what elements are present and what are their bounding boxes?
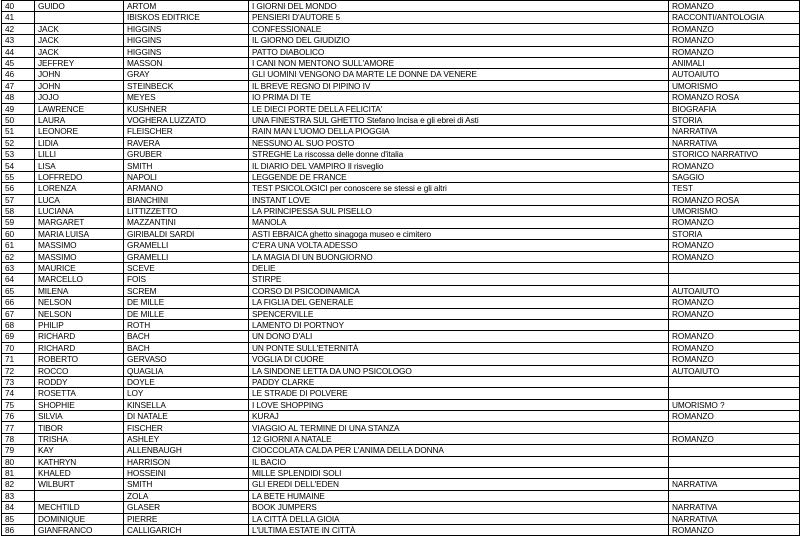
cell-genre [669, 262, 800, 273]
cell-genre: ANIMALI [669, 57, 800, 68]
cell-last-name: KUSHNER [124, 103, 249, 114]
cell-number: 57 [2, 194, 35, 205]
cell-number: 61 [2, 240, 35, 251]
cell-title: PENSIERI D'AUTORE 5 [249, 12, 669, 23]
cell-first-name: JOJO [35, 92, 124, 103]
cell-last-name: DE MILLE [124, 308, 249, 319]
cell-last-name: STEINBECK [124, 80, 249, 91]
table-row [2, 240, 800, 251]
cell-first-name: GIANFRANCO [35, 524, 124, 535]
cell-genre: AUTOAIUTO [669, 69, 800, 80]
cell-number: 65 [2, 285, 35, 296]
cell-last-name: GERVASO [124, 354, 249, 365]
table-row [2, 217, 800, 228]
cell-first-name: RICHARD [35, 331, 124, 342]
cell-title: I GIORNI DEL MONDO [249, 1, 669, 12]
cell-last-name: ARTOM [124, 1, 249, 12]
cell-number: 66 [2, 297, 35, 308]
cell-genre: ROMANZO ROSA [669, 194, 800, 205]
cell-title: MILLE SPLENDIDI SOLI [249, 468, 669, 479]
cell-number: 52 [2, 137, 35, 148]
cell-title: VOGLIA DI CUORE [249, 354, 669, 365]
cell-number: 64 [2, 274, 35, 285]
cell-first-name: NELSON [35, 308, 124, 319]
cell-first-name: LAURA [35, 114, 124, 125]
table-row [2, 297, 800, 308]
cell-last-name: KINSELLA [124, 399, 249, 410]
cell-title: DELIE [249, 262, 669, 273]
cell-last-name: MEYES [124, 92, 249, 103]
cell-genre: ROMANZO [669, 433, 800, 444]
cell-last-name: HIGGINS [124, 35, 249, 46]
cell-genre: ROMANZO [669, 240, 800, 251]
table-row [2, 365, 800, 376]
cell-number: 40 [2, 1, 35, 12]
cell-last-name: ARMANO [124, 183, 249, 194]
cell-number: 78 [2, 433, 35, 444]
cell-number: 48 [2, 92, 35, 103]
cell-number: 67 [2, 308, 35, 319]
cell-title: LA SINDONE LETTA DA UNO PSICOLOGO [249, 365, 669, 376]
table-row [2, 23, 800, 34]
cell-first-name: MILENA [35, 285, 124, 296]
cell-number: 73 [2, 376, 35, 387]
cell-last-name: LITTIZZETTO [124, 206, 249, 217]
cell-first-name: LISA [35, 160, 124, 171]
cell-title: IL BREVE REGNO DI PIPINO IV [249, 80, 669, 91]
cell-first-name: LIDIA [35, 137, 124, 148]
cell-genre: ROMANZO [669, 251, 800, 262]
cell-last-name: SMITH [124, 479, 249, 490]
table-row [2, 411, 800, 422]
table-row [2, 183, 800, 194]
cell-title: LA PRINCIPESSA SUL PISELLO [249, 206, 669, 217]
table-row [2, 35, 800, 46]
cell-title: CONFESSIONALE [249, 23, 669, 34]
cell-last-name: SMITH [124, 160, 249, 171]
cell-first-name: ROBERTO [35, 354, 124, 365]
cell-number: 55 [2, 171, 35, 182]
cell-last-name: ASHLEY [124, 433, 249, 444]
cell-first-name: MECHTILD [35, 502, 124, 513]
cell-genre: ROMANZO [669, 297, 800, 308]
cell-genre: NARRATIVA [669, 502, 800, 513]
cell-number: 44 [2, 46, 35, 57]
cell-first-name: NELSON [35, 297, 124, 308]
cell-genre: UMORISMO [669, 80, 800, 91]
cell-number: 41 [2, 12, 35, 23]
cell-title: GLI UOMINI VENGONO DA MARTE LE DONNE DA VENERE [249, 69, 669, 80]
cell-last-name: GRAMELLI [124, 251, 249, 262]
cell-genre: ROMANZO [669, 331, 800, 342]
table-row [2, 285, 800, 296]
cell-genre: ROMANZO [669, 308, 800, 319]
cell-genre: ROMANZO [669, 524, 800, 535]
cell-title: I LOVE SHOPPING [249, 399, 669, 410]
cell-number: 69 [2, 331, 35, 342]
cell-genre: UMORISMO [669, 206, 800, 217]
cell-first-name: TIBOR [35, 422, 124, 433]
cell-first-name: SHOPHIE [35, 399, 124, 410]
table-row [2, 433, 800, 444]
cell-title: RAIN MAN L'UOMO DELLA PIOGGIA [249, 126, 669, 137]
cell-first-name: LEONORE [35, 126, 124, 137]
cell-number: 62 [2, 251, 35, 262]
cell-title: 12 GIORNI A NATALE [249, 433, 669, 444]
table-row [2, 388, 800, 399]
cell-genre: NARRATIVA [669, 479, 800, 490]
cell-first-name: MARCELLO [35, 274, 124, 285]
cell-first-name: JACK [35, 46, 124, 57]
cell-genre: STORICO NARRATIVO [669, 149, 800, 160]
table-row [2, 422, 800, 433]
table-row [2, 331, 800, 342]
cell-genre: UMORISMO ? [669, 399, 800, 410]
cell-last-name: HIGGINS [124, 46, 249, 57]
cell-number: 54 [2, 160, 35, 171]
table-row [2, 149, 800, 160]
cell-last-name: PIERRE [124, 513, 249, 524]
cell-title: ASTI EBRAICA ghetto sinagoga museo e cimitero [249, 228, 669, 239]
table-row [2, 69, 800, 80]
cell-title: NESSUNO AL SUO POSTO [249, 137, 669, 148]
cell-number: 45 [2, 57, 35, 68]
cell-title: PADDY CLARKE [249, 376, 669, 387]
cell-genre [669, 422, 800, 433]
cell-number: 75 [2, 399, 35, 410]
cell-title: INSTANT LOVE [249, 194, 669, 205]
cell-first-name: GUIDO [35, 1, 124, 12]
cell-first-name: TRISHA [35, 433, 124, 444]
cell-number: 70 [2, 342, 35, 353]
cell-first-name: JEFFREY [35, 57, 124, 68]
cell-title: IL DIARIO DEL VAMPIRO Il risveglio [249, 160, 669, 171]
cell-last-name: GRUBER [124, 149, 249, 160]
cell-genre: ROMANZO [669, 1, 800, 12]
cell-first-name: RICHARD [35, 342, 124, 353]
table-row [2, 490, 800, 501]
cell-first-name: LORENZA [35, 183, 124, 194]
cell-first-name: JACK [35, 23, 124, 34]
cell-last-name: FISCHER [124, 422, 249, 433]
cell-title: L'ULTIMA ESTATE IN CITTÀ [249, 524, 669, 535]
cell-first-name: MARGARET [35, 217, 124, 228]
table-row [2, 251, 800, 262]
cell-genre: STORIA [669, 228, 800, 239]
cell-first-name: MASSIMO [35, 251, 124, 262]
table-row [2, 342, 800, 353]
cell-title: BOOK JUMPERS [249, 502, 669, 513]
cell-title: CIOCCOLATA CALDA PER L'ANIMA DELLA DONNA [249, 445, 669, 456]
cell-first-name: SILVIA [35, 411, 124, 422]
cell-number: 86 [2, 524, 35, 535]
cell-first-name: KAY [35, 445, 124, 456]
cell-first-name: WILBURT [35, 479, 124, 490]
table-row [2, 92, 800, 103]
cell-title: LA BETE HUMAINE [249, 490, 669, 501]
cell-number: 77 [2, 422, 35, 433]
table-row [2, 319, 800, 330]
cell-genre: ROMANZO [669, 342, 800, 353]
cell-first-name: ROCCO [35, 365, 124, 376]
cell-first-name: DOMINIQUE [35, 513, 124, 524]
cell-genre: AUTOAIUTO [669, 285, 800, 296]
cell-last-name: GRAY [124, 69, 249, 80]
cell-title: LA FIGLIA DEL GENERALE [249, 297, 669, 308]
cell-number: 83 [2, 490, 35, 501]
cell-first-name: ROSETTA [35, 388, 124, 399]
cell-number: 68 [2, 319, 35, 330]
cell-title: SPENCERVILLE [249, 308, 669, 319]
cell-genre: AUTOAIUTO [669, 365, 800, 376]
cell-genre: STORIA [669, 114, 800, 125]
cell-first-name: MAURICE [35, 262, 124, 273]
cell-last-name: MASSON [124, 57, 249, 68]
cell-title: STIRPE [249, 274, 669, 285]
cell-last-name: NAPOLI [124, 171, 249, 182]
table-row [2, 57, 800, 68]
cell-title: KURAJ [249, 411, 669, 422]
cell-genre: ROMANZO [669, 46, 800, 57]
cell-genre: ROMANZO [669, 354, 800, 365]
cell-title: UN DONO D'ALI [249, 331, 669, 342]
cell-title: MANOLA [249, 217, 669, 228]
table-row [2, 445, 800, 456]
cell-genre: ROMANZO ROSA [669, 92, 800, 103]
cell-title: LE STRADE DI POLVERE [249, 388, 669, 399]
cell-last-name: QUAGLIA [124, 365, 249, 376]
cell-genre [669, 388, 800, 399]
cell-title: STREGHE La riscossa delle donne d'italia [249, 149, 669, 160]
table-row [2, 171, 800, 182]
cell-last-name: HOSSEINI [124, 468, 249, 479]
cell-genre [669, 376, 800, 387]
cell-last-name: LOY [124, 388, 249, 399]
table-row [2, 194, 800, 205]
cell-first-name [35, 490, 124, 501]
cell-genre: NARRATIVA [669, 137, 800, 148]
cell-number: 51 [2, 126, 35, 137]
cell-last-name: ROTH [124, 319, 249, 330]
cell-genre: ROMANZO [669, 411, 800, 422]
cell-last-name: BACH [124, 331, 249, 342]
cell-genre [669, 319, 800, 330]
cell-title: LE DIECI PORTE DELLA FELICITA' [249, 103, 669, 114]
cell-number: 53 [2, 149, 35, 160]
cell-number: 82 [2, 479, 35, 490]
cell-number: 46 [2, 69, 35, 80]
cell-last-name: GLASER [124, 502, 249, 513]
cell-genre: BIOGRAFIA [669, 103, 800, 114]
table-row [2, 479, 800, 490]
cell-title: IO PRIMA DI TE [249, 92, 669, 103]
cell-genre [669, 490, 800, 501]
table-row [2, 399, 800, 410]
cell-first-name: LOFFREDO [35, 171, 124, 182]
cell-title: UN PONTE SULL'ETERNITÀ [249, 342, 669, 353]
table-row [2, 160, 800, 171]
table-row [2, 103, 800, 114]
cell-number: 72 [2, 365, 35, 376]
table-row [2, 274, 800, 285]
cell-number: 85 [2, 513, 35, 524]
table-row [2, 137, 800, 148]
cell-first-name: LAWRENCE [35, 103, 124, 114]
cell-last-name: BACH [124, 342, 249, 353]
cell-title: PATTO DIABOLICO [249, 46, 669, 57]
table-row [2, 114, 800, 125]
cell-title: LA MAGIA DI UN BUONGIORNO [249, 251, 669, 262]
cell-title: C'ERA UNA VOLTA ADESSO [249, 240, 669, 251]
table-row [2, 12, 800, 23]
table-row [2, 456, 800, 467]
cell-last-name: DE MILLE [124, 297, 249, 308]
cell-last-name: GIRIBALDI SARDI [124, 228, 249, 239]
cell-first-name [35, 12, 124, 23]
cell-number: 79 [2, 445, 35, 456]
cell-first-name: JOHN [35, 69, 124, 80]
cell-last-name: FLEISCHER [124, 126, 249, 137]
cell-number: 58 [2, 206, 35, 217]
cell-number: 60 [2, 228, 35, 239]
cell-last-name: DOYLE [124, 376, 249, 387]
cell-number: 50 [2, 114, 35, 125]
cell-genre: NARRATIVA [669, 126, 800, 137]
cell-first-name: LUCIANA [35, 206, 124, 217]
cell-first-name: MARIA LUISA [35, 228, 124, 239]
cell-last-name: GRAMELLI [124, 240, 249, 251]
cell-number: 42 [2, 23, 35, 34]
cell-first-name: PHILIP [35, 319, 124, 330]
table-row [2, 376, 800, 387]
cell-genre [669, 445, 800, 456]
cell-number: 56 [2, 183, 35, 194]
cell-genre: SAGGIO [669, 171, 800, 182]
cell-title: IL GIORNO DEL GIUDIZIO [249, 35, 669, 46]
cell-last-name: SCREM [124, 285, 249, 296]
book-inventory-table [1, 0, 800, 536]
cell-title: LEGGENDE DE FRANCE [249, 171, 669, 182]
cell-last-name: BIANCHINI [124, 194, 249, 205]
table-row [2, 513, 800, 524]
table-row [2, 262, 800, 273]
cell-genre [669, 456, 800, 467]
cell-last-name: MAZZANTINI [124, 217, 249, 228]
table-body [2, 1, 800, 536]
cell-number: 59 [2, 217, 35, 228]
cell-last-name: RAVERA [124, 137, 249, 148]
cell-title: GLI EREDI DELL'EDEN [249, 479, 669, 490]
cell-first-name: LILLI [35, 149, 124, 160]
cell-number: 47 [2, 80, 35, 91]
cell-first-name: LUCA [35, 194, 124, 205]
table-row [2, 354, 800, 365]
cell-title: LA CITTÀ DELLA GIOIA [249, 513, 669, 524]
cell-last-name: SCEVE [124, 262, 249, 273]
cell-genre: ROMANZO [669, 23, 800, 34]
cell-first-name: JACK [35, 35, 124, 46]
cell-number: 49 [2, 103, 35, 114]
cell-genre: TEST [669, 183, 800, 194]
table-row [2, 502, 800, 513]
cell-genre: ROMANZO [669, 160, 800, 171]
cell-number: 84 [2, 502, 35, 513]
cell-first-name: JOHN [35, 80, 124, 91]
cell-last-name: CALLIGARICH [124, 524, 249, 535]
cell-number: 76 [2, 411, 35, 422]
cell-title: UNA FINESTRA SUL GHETTO Stefano Incisa e gli ebrei di Asti [249, 114, 669, 125]
table-row [2, 468, 800, 479]
cell-number: 81 [2, 468, 35, 479]
cell-genre [669, 468, 800, 479]
cell-title: CORSO DI PSICODINAMICA [249, 285, 669, 296]
cell-first-name: KATHRYN [35, 456, 124, 467]
cell-title: VIAGGIO AL TERMINE DI UNA STANZA [249, 422, 669, 433]
cell-last-name: HARRISON [124, 456, 249, 467]
cell-number: 80 [2, 456, 35, 467]
cell-last-name: ALLENBAUGH [124, 445, 249, 456]
cell-number: 74 [2, 388, 35, 399]
cell-number: 43 [2, 35, 35, 46]
table-row [2, 308, 800, 319]
cell-genre: RACCONTI/ANTOLOGIA [669, 12, 800, 23]
table-row [2, 1, 800, 12]
table-row [2, 228, 800, 239]
cell-first-name: KHALED [35, 468, 124, 479]
cell-title: IL BACIO [249, 456, 669, 467]
cell-title: TEST PSICOLOGICI per conoscere se stessi e gli altri [249, 183, 669, 194]
cell-genre: ROMANZO [669, 217, 800, 228]
cell-last-name: IBISKOS EDITRICE [124, 12, 249, 23]
cell-title: I CANI NON MENTONO SULL'AMORE [249, 57, 669, 68]
cell-title: LAMENTO DI PORTNOY [249, 319, 669, 330]
cell-last-name: DI NATALE [124, 411, 249, 422]
table-row [2, 126, 800, 137]
cell-number: 71 [2, 354, 35, 365]
table-row [2, 524, 800, 535]
cell-number: 63 [2, 262, 35, 273]
cell-genre: NARRATIVA [669, 513, 800, 524]
cell-first-name: MASSIMO [35, 240, 124, 251]
cell-last-name: FOIS [124, 274, 249, 285]
table-row [2, 46, 800, 57]
cell-first-name: RODDY [35, 376, 124, 387]
cell-last-name: ZOLA [124, 490, 249, 501]
cell-genre [669, 274, 800, 285]
table-row [2, 80, 800, 91]
cell-last-name: HIGGINS [124, 23, 249, 34]
cell-genre: ROMANZO [669, 35, 800, 46]
table-row [2, 206, 800, 217]
cell-last-name: VOGHERA LUZZATO [124, 114, 249, 125]
